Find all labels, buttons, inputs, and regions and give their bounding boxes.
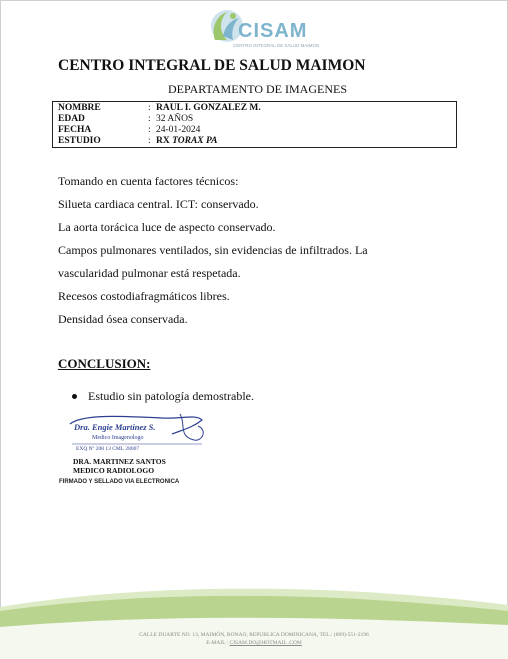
conclusion-item — [72, 389, 254, 404]
report-line: Silueta cardiaca central. ICT: conservado. — [58, 197, 259, 211]
signatory-name: DRA. MARTINEZ SANTOS — [73, 457, 166, 466]
footer-email-link[interactable]: CISAM.DO@HOTMAIL .COM — [229, 640, 302, 646]
signature-note: FIRMADO Y SELLADO VIA ELECTRONICA — [59, 479, 180, 485]
study-type — [156, 136, 217, 147]
report-line: vascularidad pulmonar está respetada. — [58, 266, 241, 280]
report-line: Recesos costodiafragmáticos libres. — [58, 289, 230, 303]
logo-tagline: CENTRO INTEGRAL DE SALUD MAIMON — [233, 43, 320, 48]
report-line: Campos pulmonares ventilados, sin evidencias de infiltrados. La — [58, 243, 368, 257]
report-body — [58, 173, 438, 334]
cisam-logo — [205, 6, 320, 50]
field-label: NOMBRE — [58, 103, 101, 113]
footer-email — [0, 639, 508, 647]
footer-email-label: E-MAIL : — [206, 640, 230, 646]
bullet-icon — [72, 394, 77, 399]
field-colon: : — [148, 136, 151, 146]
field-row-edad — [58, 114, 451, 125]
field-label: ESTUDIO — [58, 136, 101, 146]
study-type-italic: TORAX PA — [172, 136, 218, 146]
report-line: Densidad ósea conservada. — [58, 312, 188, 326]
report-line: La aorta torácica luce de aspecto conservado. — [58, 220, 276, 234]
logo-brand: CISAM — [238, 20, 308, 42]
patient-info-box — [52, 101, 457, 148]
field-colon: : — [148, 103, 151, 113]
field-row-estudio — [58, 136, 451, 147]
department-title: DEPARTAMENTO DE IMAGENES — [168, 82, 347, 96]
stamp-line-1: Dra. Engie Martinez S. — [74, 422, 156, 432]
signature-stamp — [62, 410, 212, 458]
footer-wave — [0, 585, 508, 659]
patient-age: 32 AÑOS — [156, 114, 194, 124]
report-line: Tomando en cuenta factores técnicos: — [58, 174, 239, 188]
stamp-line-2: Medico Imagenologo — [92, 435, 144, 441]
conclusion-heading: CONCLUSION: — [58, 356, 151, 371]
org-title: CENTRO INTEGRAL DE SALUD MAIMON — [58, 57, 366, 74]
field-colon: : — [148, 114, 151, 124]
footer-address: CALLE DUARTE NO. 13, MAIMÓN, BONAO, REPUBLICA DOMINICANA, TEL.: (809)-551-2196 — [139, 632, 369, 638]
field-colon: : — [148, 125, 151, 135]
field-label: FECHA — [58, 125, 92, 135]
study-type-prefix: RX — [156, 136, 173, 146]
field-label: EDAD — [58, 114, 85, 124]
stamp-line-3: EXQ Nº 208 13 CML 28007 — [76, 446, 140, 452]
study-date: 24-01-2024 — [156, 125, 201, 135]
signatory — [73, 457, 166, 475]
patient-name: RAUL I. GONZALEZ M. — [156, 103, 261, 113]
field-row-fecha — [58, 125, 451, 136]
signatory-title: MEDICO RADIOLOGO — [73, 466, 155, 475]
conclusion-text: Estudio sin patología demostrable. — [88, 389, 254, 403]
field-row-nombre — [58, 103, 451, 114]
